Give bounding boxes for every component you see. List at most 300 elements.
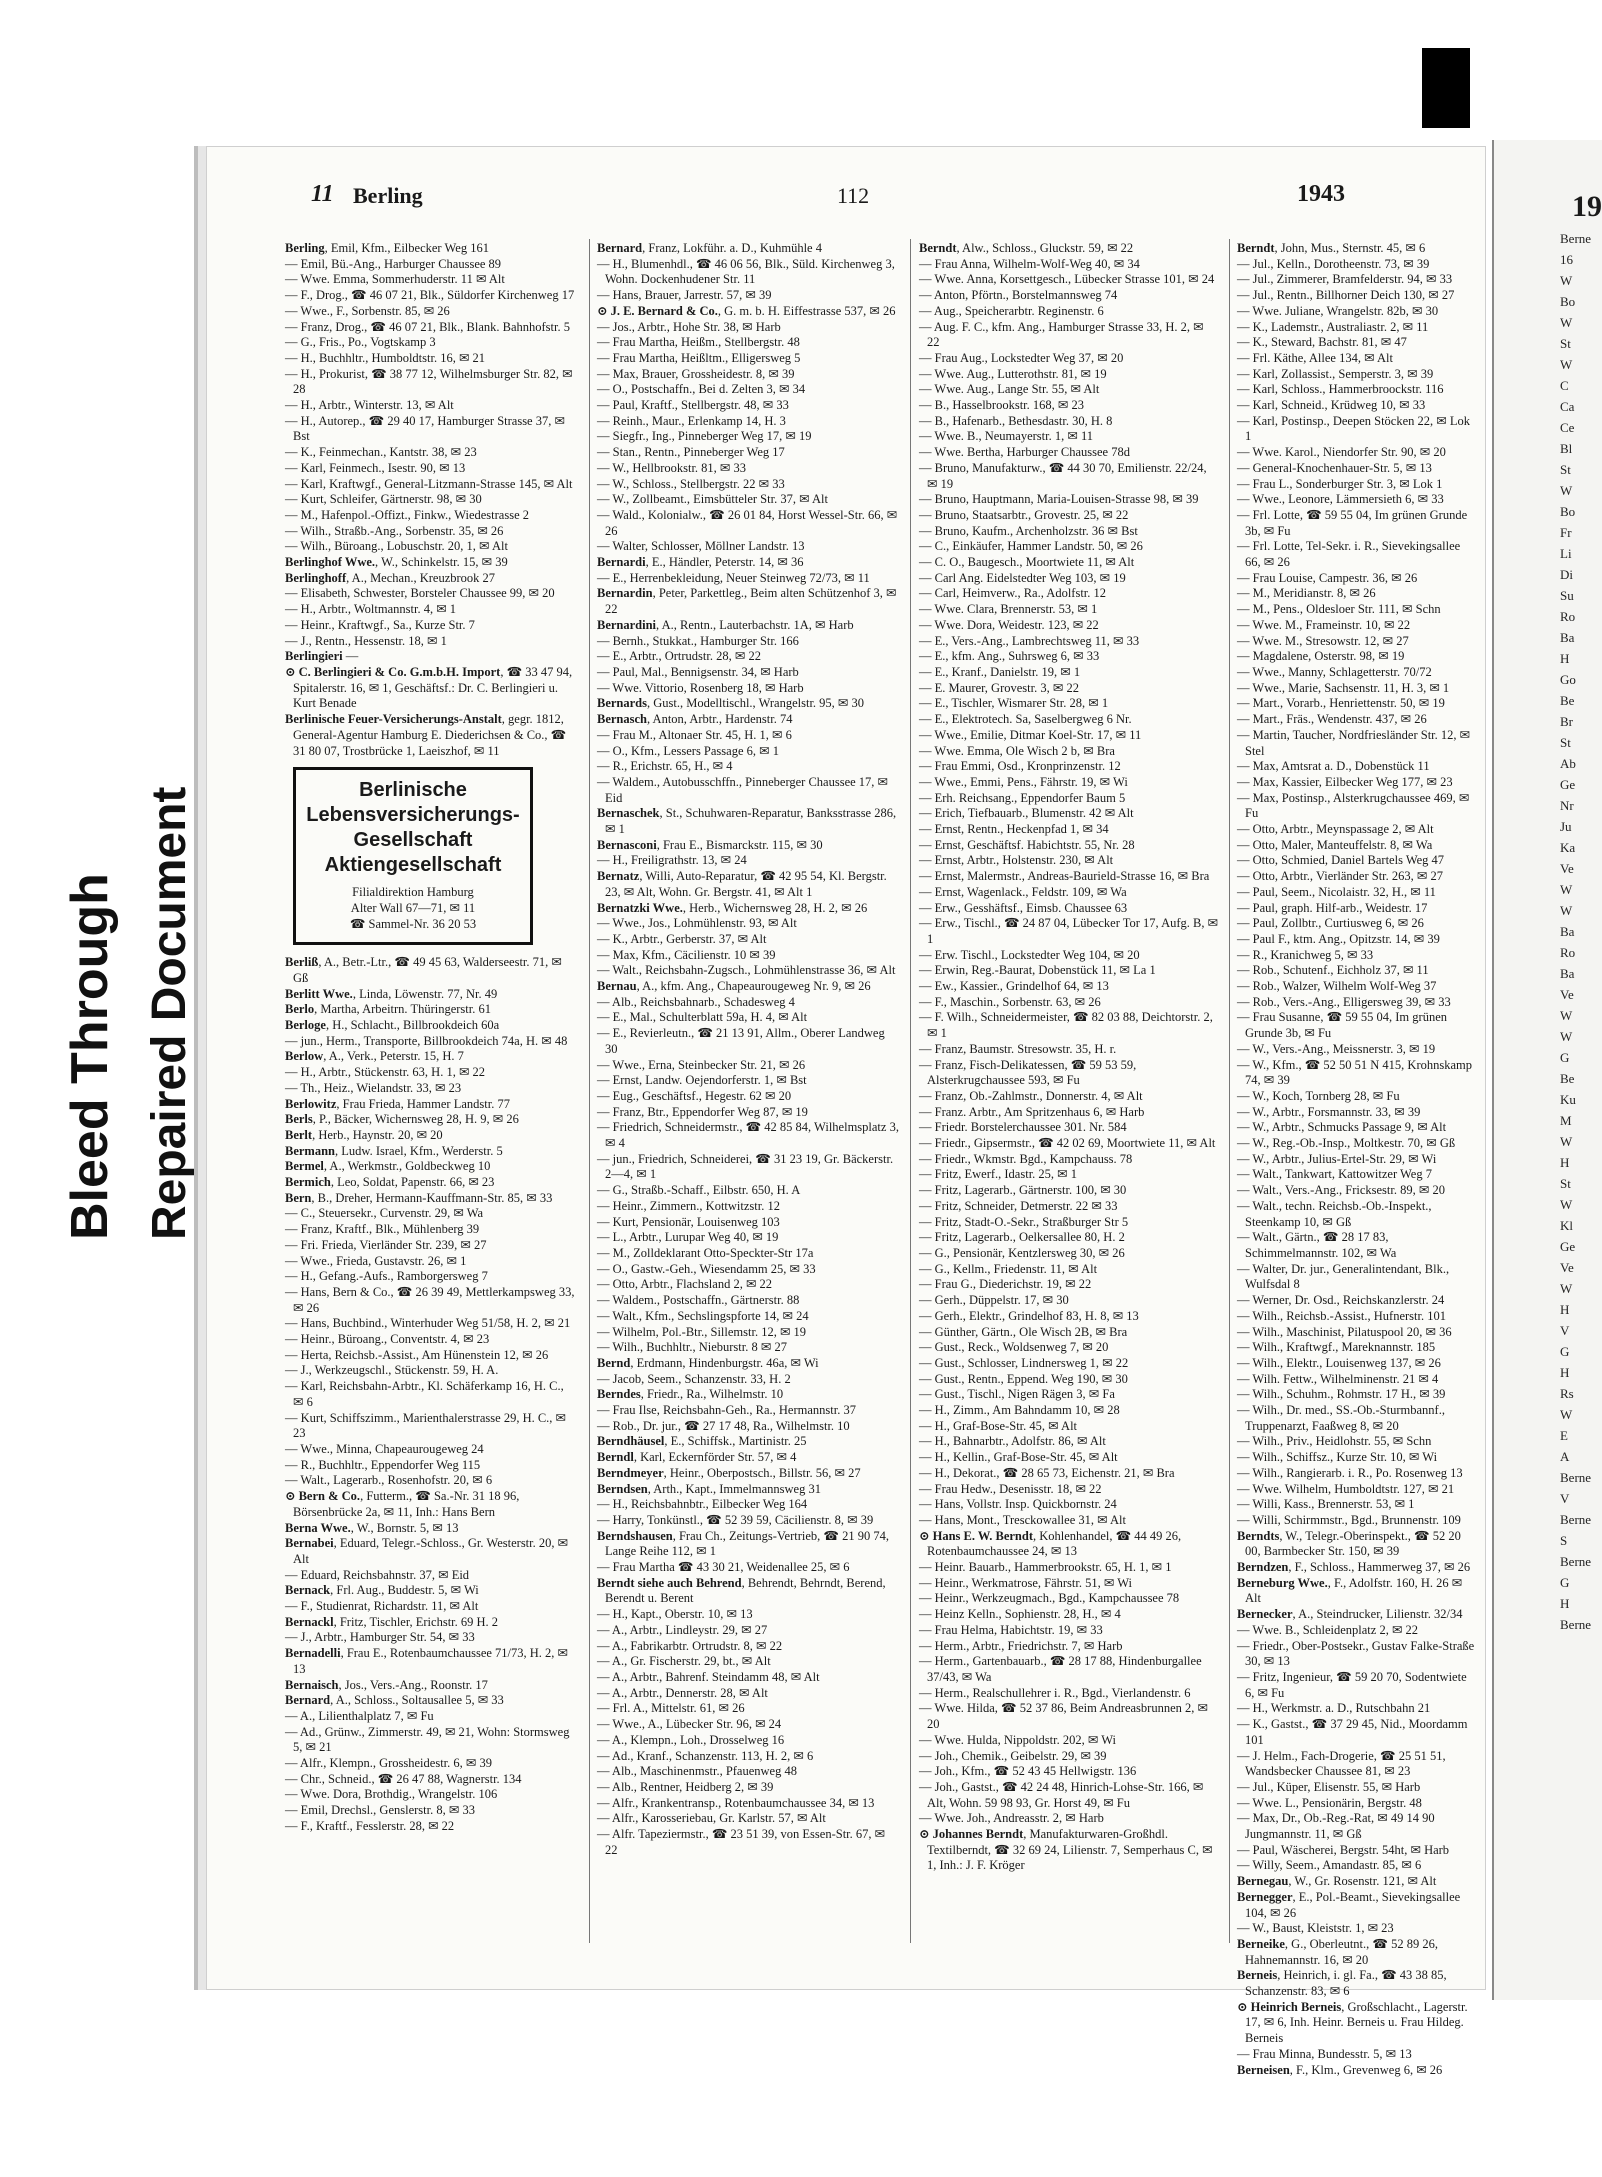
next-page-fragment: Ku bbox=[1560, 1092, 1576, 1107]
directory-entry: — Wwe., Manny, Schlagetterstr. 70/72 bbox=[1237, 664, 1432, 679]
directory-entry: — Frau L., Sonderburger Str. 3, ✉ Lok 1 bbox=[1237, 476, 1443, 491]
directory-entry: — Wwe., Minna, Chapeaurougeweg 24 bbox=[285, 1442, 484, 1456]
directory-entry: — Wwe. Dora, Brothdig., Wrangelstr. 106 bbox=[285, 1787, 498, 1802]
next-page-fragment: St bbox=[1560, 735, 1571, 750]
directory-entry: — E., Mal., Schulterblatt 59a, H. 4, ✉ Alt bbox=[597, 1010, 808, 1025]
directory-entry: Berling, Emil, Kfm., Eilbecker Weg 161 bbox=[285, 241, 489, 255]
directory-entry: — Karl, Schneid., Krüdweg 10, ✉ 33 bbox=[1237, 398, 1426, 413]
directory-entry: Bernard, A., Schloss., Soltausallee 5, ✉ 33 bbox=[285, 1693, 504, 1708]
next-page-fragment: W bbox=[1560, 357, 1573, 372]
directory-entry: Bern, B., Dreher, Hermann-Kauffmann-Str. 85, ✉ 33 bbox=[285, 1190, 553, 1205]
directory-entry: — Otto, Arbtr., Vierländer Str. 263, ✉ 27 bbox=[1237, 869, 1444, 884]
directory-entry: — Carl Ang. Eidelstedter Weg 103, ✉ 19 bbox=[919, 570, 1126, 585]
directory-entry: Bernegger, E., Pol.-Beamt., Sievekingsallee 104, ✉ 26 bbox=[1237, 1889, 1461, 1920]
directory-entry: — Wwe., Leonore, Lämmersieth 6, ✉ 33 bbox=[1237, 492, 1444, 507]
directory-entry: — K., Feinmechan., Kantstr. 38, ✉ 23 bbox=[285, 445, 477, 460]
directory-entry: — Walter, Dr. jur., Generalintendant, Blk., Wulfsdal 8 bbox=[1237, 1261, 1450, 1292]
side-labels bbox=[60, 280, 220, 1280]
directory-entry: — Wwe. Wilhelm, Humboldtstr. 127, ✉ 21 bbox=[1237, 1481, 1455, 1496]
directory-entry: — Wwe. Bertha, Harburger Chaussee 78d bbox=[919, 445, 1130, 460]
next-page-fragment: Be bbox=[1560, 1071, 1575, 1086]
directory-entry: — Wwe. Juliane, Wrangelstr. 82b, ✉ 30 bbox=[1237, 303, 1439, 318]
directory-entry: — Walt., Reichsbahn-Zugsch., Lohmühlenstrasse 36, ✉ Alt bbox=[597, 963, 896, 978]
next-page-fragment: Fr bbox=[1560, 525, 1572, 540]
directory-entry: — A., Fabrikarbtr. Ortrudstr. 8, ✉ 22 bbox=[597, 1638, 783, 1653]
directory-entry: — Wwe. Clara, Brennerstr. 53, ✉ 1 bbox=[919, 602, 1098, 617]
page-header bbox=[207, 171, 1485, 219]
directory-entry: — Heinr., Büroang., Conventstr. 4, ✉ 23 bbox=[285, 1332, 490, 1347]
directory-entry: Berndt siehe auch Behrend, Behrendt, Behrndt, Berend, Berendt u. Berent bbox=[597, 1575, 886, 1606]
directory-entry: Berlow, A., Verk., Peterstr. 15, H. 7 bbox=[285, 1049, 464, 1064]
directory-entry: — Wilh., Kraftwgf., Mareknannstr. 185 bbox=[1237, 1340, 1436, 1355]
next-page-fragment: Ju bbox=[1560, 819, 1572, 834]
directory-entry: — Heinr., Werkmatrose, Fährstr. 51, ✉ Wi bbox=[919, 1575, 1132, 1590]
directory-entry: — Wwe. B., Neumayerstr. 1, ✉ 11 bbox=[919, 429, 1093, 444]
directory-entry: Berlinische Feuer-Versicherungs-Anstalt, gegr. 1812, General-Agentur Hamburg E. Diederichsen & Co., ☎ 31 80 07, Trostbrücke 1, Laeiszhof, ✉ 11 bbox=[285, 712, 567, 758]
directory-entry: — H., Arbtr., Stückenstr. 63, H. 1, ✉ 22 bbox=[285, 1065, 486, 1080]
directory-entry: — Frau Ilse, Reichsbahn-Geh., Ra., Hermannstr. 37 bbox=[597, 1403, 856, 1418]
next-page-fragment: W bbox=[1560, 1281, 1573, 1296]
directory-entry: — Harry, Tonkünstl., ☎ 52 39 59, Cäcilienstr. 8, ✉ 39 bbox=[597, 1512, 874, 1527]
directory-entry: — Gust., Tischl., Nigen Rägen 3, ✉ Fa bbox=[919, 1387, 1115, 1402]
directory-entry: — Frl. Lotte, Tel-Sekr. i. R., Sievekingsallee 66, ✉ 26 bbox=[1237, 539, 1461, 570]
directory-entry: ⊙ Bern & Co., Futterm., ☎ Sa.-Nr. 31 18 96, Börsenbrücke 2a, ✉ 11, Inh.: Hans Bern bbox=[285, 1489, 520, 1519]
directory-entry: — Frl. A., Mittelstr. 61, ✉ 26 bbox=[597, 1701, 745, 1716]
directory-entry: — Ernst, Wagenlack., Feldstr. 109, ✉ Wa bbox=[919, 884, 1127, 899]
directory-entry: — H., Kellin., Graf-Bose-Str. 45, ✉ Alt bbox=[919, 1450, 1118, 1465]
next-page-fragment: H bbox=[1560, 1365, 1570, 1380]
directory-entry: — W., Baust, Kleiststr. 1, ✉ 23 bbox=[1237, 1921, 1394, 1936]
directory-entry: — R., Buchhltr., Eppendorfer Weg 115 bbox=[285, 1457, 481, 1472]
directory-entry: — Wwe. Vittorio, Rosenberg 18, ✉ Harb bbox=[597, 680, 804, 695]
next-page-fragment: Bo bbox=[1560, 294, 1576, 309]
directory-entry: Bernd, Erdmann, Hindenburgstr. 46a, ✉ Wi bbox=[597, 1355, 819, 1370]
directory-page bbox=[206, 146, 1486, 2077]
directory-entry: — Wilh., Büroang., Lobuschstr. 20, 1, ✉ Alt bbox=[285, 539, 508, 554]
directory-entry: — E., Herrenbekleidung, Neuer Steinweg 72/73, ✉ 11 bbox=[597, 570, 870, 585]
directory-entry: — Heinr., Kraftwgf., Sa., Kurze Str. 7 bbox=[285, 617, 475, 632]
directory-entry: — Jul., Rentn., Billhorner Deich 130, ✉ 27 bbox=[1237, 288, 1455, 303]
directory-entry: — Kurt, Schleifer, Gärtnerstr. 98, ✉ 30 bbox=[285, 492, 482, 507]
directory-entry: Berlowitz, Frau Frieda, Hammer Landstr. 77 bbox=[285, 1096, 510, 1111]
directory-entry: — Frl. Käthe, Allee 134, ✉ Alt bbox=[1237, 350, 1393, 365]
directory-entry: — Frau Louise, Campestr. 36, ✉ 26 bbox=[1237, 570, 1418, 585]
directory-entry: Berlinghoff, A., Mechan., Kreuzbrook 27 bbox=[285, 570, 496, 585]
directory-entry: — Wwe., Frieda, Gustavstr. 26, ✉ 1 bbox=[285, 1253, 467, 1268]
directory-entry: — Otto, Schmied, Daniel Bartels Weg 47 bbox=[1237, 853, 1445, 868]
next-page-fragment: W bbox=[1560, 882, 1573, 897]
directory-entry: — Gust., Rentn., Eppend. Weg 190, ✉ 30 bbox=[919, 1371, 1128, 1386]
directory-entry: — Wwe. Hilda, ☎ 52 37 86, Beim Andreasbrunnen 2, ✉ 20 bbox=[919, 1701, 1208, 1732]
directory-entry: — Wwe., Jos., Lohmühlenstr. 93, ✉ Alt bbox=[597, 916, 797, 931]
directory-entry: — Wwe. Anna, Korsettgesch., Lübecker Strasse 101, ✉ 24 bbox=[919, 272, 1215, 287]
directory-entry: — Joh., Gastst., ☎ 42 24 48, Hinrich-Lohse-Str. 166, ✉ Alt, Wohn. 59 98 93, Gr. Horst 49, ✉ Fu bbox=[919, 1779, 1204, 1810]
directory-entry: — Hans, Mont., Tresckowallee 31, ✉ Alt bbox=[919, 1512, 1126, 1527]
directory-entry: — C. O., Baugesch., Moortwiete 11, ✉ Alt bbox=[919, 555, 1135, 570]
directory-entry: — Otto, Arbtr., Meynspassage 2, ✉ Alt bbox=[1237, 822, 1434, 837]
ad-title-line: Gesellschaft bbox=[353, 829, 473, 852]
directory-entry: — Wald., Kolonialw., ☎ 26 01 84, Horst Wessel-Str. 66, ✉ 26 bbox=[597, 507, 898, 538]
directory-entry: — Gust., Reck., Woldsenweg 7, ✉ 20 bbox=[919, 1340, 1109, 1355]
column-3 bbox=[919, 241, 1219, 1939]
column-rule bbox=[910, 239, 911, 1943]
directory-entry: — Friedr., Gipsermstr., ☎ 42 02 69, Moortwiete 11, ✉ Alt bbox=[919, 1136, 1216, 1151]
directory-entry: — Karl, Reichsbahn-Arbtr., Kl. Schäferkamp 16, H. C., ✉ 6 bbox=[285, 1379, 564, 1409]
directory-entry: — Wwe. Emma, Sommerhuderstr. 11 ✉ Alt bbox=[285, 272, 505, 287]
directory-entry: — Frau Anna, Wilhelm-Wolf-Weg 40, ✉ 34 bbox=[919, 256, 1140, 271]
directory-entry: — Günther, Gärtn., Ole Wisch 2B, ✉ Bra bbox=[919, 1324, 1128, 1339]
directory-entry: — Max, Amtsrat a. D., Dobenstück 11 bbox=[1237, 759, 1430, 774]
directory-entry: — O., Postschaffn., Bei d. Zelten 3, ✉ 34 bbox=[597, 382, 806, 397]
directory-entry: — Rob., Dr. jur., ☎ 27 17 48, Ra., Wilhelmstr. 10 bbox=[597, 1418, 850, 1433]
directory-entry: — Emil, Drechsl., Genslerstr. 8, ✉ 33 bbox=[285, 1803, 475, 1818]
directory-entry: Berlo, Martha, Arbeitrn. Thüringerstr. 61 bbox=[285, 1002, 491, 1017]
directory-entry: — Bruno, Hauptmann, Maria-Louisen-Strasse 98, ✉ 39 bbox=[919, 492, 1199, 507]
next-page-fragment: Berne bbox=[1560, 1512, 1592, 1527]
directory-entry: — H., Prokurist, ☎ 38 77 12, Wilhelmsburger Str. 82, ✉ 28 bbox=[285, 366, 573, 397]
directory-entry: — Paul, Zollbtr., Curtiusweg 6, ✉ 26 bbox=[1237, 916, 1424, 931]
directory-entry: — Walter, Schlosser, Möllner Landstr. 13 bbox=[597, 539, 805, 554]
next-page-fragment: W bbox=[1560, 903, 1573, 918]
directory-entry: — Rob., Schutenf., Eichholz 37, ✉ 11 bbox=[1237, 963, 1429, 978]
directory-entry: Bernard, Franz, Lokführ. a. D., Kuhmühle 4 bbox=[597, 241, 822, 255]
next-page-fragment: Berne bbox=[1560, 231, 1592, 246]
directory-entry: — Karl, Zollassist., Semperstr. 3, ✉ 39 bbox=[1237, 366, 1434, 381]
directory-entry: — Friedrich, Schneidermstr., ☎ 42 85 84, Wilhelmsplatz 3, ✉ 4 bbox=[597, 1120, 899, 1151]
next-page-fragment: G bbox=[1560, 1344, 1570, 1359]
directory-entry: — General-Knochenhauer-Str. 5, ✉ 13 bbox=[1237, 460, 1432, 475]
directory-entry: — Aug., Speicherarbtr. Reginenstr. 6 bbox=[919, 303, 1104, 318]
directory-entry: — Hans, Brauer, Jarrestr. 57, ✉ 39 bbox=[597, 288, 772, 303]
directory-entry: — H., Gefang.-Aufs., Ramborgersweg 7 bbox=[285, 1269, 488, 1284]
column-2 bbox=[597, 241, 899, 1939]
directory-entry: Berna Wwe., W., Bornstr. 5, ✉ 13 bbox=[285, 1520, 459, 1535]
next-page-fragment: St bbox=[1560, 462, 1571, 477]
directory-entry: — Heinr. Bauarb., Hammerbrookstr. 65, H. 1, ✉ 1 bbox=[919, 1560, 1172, 1575]
directory-entry: — Fritz, Ewerf., Idastr. 25, ✉ 1 bbox=[919, 1167, 1078, 1182]
directory-entry: Bernardin, Peter, Parkettleg., Beim alten Schützenhof 3, ✉ 22 bbox=[597, 586, 897, 617]
directory-entry: Berndt, Alw., Schloss., Gluckstr. 59, ✉ 22 bbox=[919, 241, 1134, 255]
directory-entry: — Wilh. Fettw., Wilhelminenstr. 21 ✉ 4 bbox=[1237, 1371, 1439, 1386]
directory-entry: — W., Koch, Tornberg 28, ✉ Fu bbox=[1237, 1088, 1400, 1103]
next-page-fragment: G bbox=[1560, 1050, 1570, 1065]
next-page-fragment: Kl bbox=[1560, 1218, 1573, 1233]
next-page-fragment: V bbox=[1560, 1323, 1570, 1338]
directory-entry: — Max, Kassier, Eilbecker Weg 177, ✉ 23 bbox=[1237, 774, 1453, 789]
directory-entry: Bernasch, Anton, Arbtr., Hardenstr. 74 bbox=[597, 712, 793, 727]
directory-entry: — W., Arbtr., Forsmannstr. 33, ✉ 39 bbox=[1237, 1104, 1421, 1119]
directory-entry: — E., Elektrotech. Sa, Saselbergweg 6 Nr. bbox=[919, 712, 1132, 727]
directory-entry: — Joh., Kfm., ☎ 52 43 45 Hellwigstr. 136 bbox=[919, 1764, 1137, 1779]
next-page-fragment: Rs bbox=[1560, 1386, 1574, 1401]
directory-entry: Berneisen, F., Klm., Grevenweg 6, ✉ 26 bbox=[1237, 2062, 1443, 2077]
ad-subline: Alter Wall 67—71, ✉ 11 bbox=[350, 901, 476, 916]
directory-entry: — J., Werkzeugschl., Stückenstr. 59, H. A. bbox=[285, 1363, 499, 1378]
directory-entry: — K., Steward, Bachstr. 81, ✉ 47 bbox=[1237, 335, 1407, 350]
directory-entry: — F., Drog., ☎ 46 07 21, Blk., Süldorfer Kirchenweg 17 bbox=[285, 288, 575, 303]
directory-entry: — Jul., Küper, Elisenstr. 55, ✉ Harb bbox=[1237, 1779, 1421, 1794]
directory-entry: — Karl, Kraftwgf., General-Litzmann-Strasse 145, ✉ Alt bbox=[285, 476, 573, 491]
directory-entry: Berlitt Wwe., Linda, Löwenstr. 77, Nr. 49 bbox=[285, 986, 498, 1001]
directory-entry: — Kurt, Schiffszimm., Marienthalerstrasse 29, H. C., ✉ 23 bbox=[285, 1410, 567, 1441]
directory-entry: — Heinz Kelln., Sophienstr. 28, H., ✉ 4 bbox=[919, 1607, 1121, 1622]
directory-entry: — Fri. Frieda, Vierländer Str. 239, ✉ 27 bbox=[285, 1237, 487, 1252]
directory-entry: — Martin, Taucher, Nordfriesländer Str. 12, ✉ Stel bbox=[1237, 727, 1471, 758]
directory-entry: Berneike, G., Oberleutnt., ☎ 52 89 26, Hahnemannstr. 16, ✉ 20 bbox=[1237, 1936, 1438, 1967]
directory-entry: — Wwe. Karol., Niendorfer Str. 90, ✉ 20 bbox=[1237, 445, 1446, 460]
next-page-fragment: W bbox=[1560, 273, 1573, 288]
directory-entry: — Gerh., Elektr., Grindelhof 83, H. 8, ✉ 13 bbox=[919, 1308, 1139, 1323]
directory-entry: — Mart., Vorarb., Henriettenstr. 50, ✉ 19 bbox=[1237, 696, 1445, 711]
directory-entry: — Jacob, Seem., Schanzenstr. 33, H. 2 bbox=[597, 1371, 791, 1386]
directory-entry: — Erw., Tischl., ☎ 24 87 04, Lübecker Tor 17, Aufg. B, ✉ 1 bbox=[919, 916, 1219, 946]
directory-entry: ⊙ C. Berlingieri & Co. G.m.b.H. Import, ☎ 33 47 94, Spitalerstr. 16, ✉ 1, Geschäftsf.: Dr. C. Berlingieri u. Kurt Benade bbox=[285, 664, 573, 711]
directory-entry: — Elisabeth, Schwester, Borsteler Chaussee 99, ✉ 20 bbox=[285, 586, 555, 601]
directory-entry: — M., Pens., Oldesloer Str. 111, ✉ Schn bbox=[1237, 602, 1441, 617]
directory-entry: — H., Kapt., Oberstr. 10, ✉ 13 bbox=[597, 1607, 753, 1622]
directory-entry: — Carl, Heimverw., Ra., Adolfstr. 12 bbox=[919, 586, 1107, 601]
directory-entry: — Wilh., Priv., Heidlohstr. 55, ✉ Schn bbox=[1237, 1434, 1432, 1449]
next-page-edge bbox=[1492, 140, 1602, 2000]
directory-entry: — Frau Susanne, ☎ 59 55 04, Im grünen Grunde 3b, ✉ Fu bbox=[1237, 1010, 1447, 1041]
next-page-fragment: A bbox=[1560, 1449, 1570, 1464]
directory-entry: — Max, Brauer, Grossheidestr. 8, ✉ 39 bbox=[597, 366, 795, 381]
directory-entry: — Eug., Geschäftsf., Hegestr. 62 ✉ 20 bbox=[597, 1088, 792, 1103]
directory-entry: — Ew., Kassier., Grindelhof 64, ✉ 13 bbox=[919, 979, 1109, 994]
directory-entry: — Wwe. Hulda, Nippoldstr. 202, ✉ Wi bbox=[919, 1732, 1116, 1747]
next-page-fragment: Ba bbox=[1560, 966, 1575, 981]
directory-entry: Berndsen, Arth., Kapt., Immelmannsweg 31 bbox=[597, 1481, 821, 1496]
directory-entry: — Rob., Vers.-Ang., Elligersweg 39, ✉ 33 bbox=[1237, 994, 1451, 1009]
directory-entry: — H., Werkmstr. a. D., Rutschbahn 21 bbox=[1237, 1701, 1431, 1716]
directory-entry: — jun., Herm., Transporte, Billbrookdeich 74a, H. ✉ 48 bbox=[285, 1033, 568, 1048]
next-page-fragment: Di bbox=[1560, 567, 1573, 582]
directory-entry: — Alfr. Tapeziermstr., ☎ 23 51 39, von Essen-Str. 67, ✉ 22 bbox=[597, 1827, 886, 1857]
directory-entry: — Joh., Chemik., Geibelstr. 29, ✉ 39 bbox=[919, 1748, 1107, 1763]
column-rule bbox=[1229, 239, 1230, 1943]
directory-entry: — Ernst, Malermstr., Andreas-Baurield-Strasse 16, ✉ Bra bbox=[919, 869, 1210, 884]
directory-entry: — Wwe., Erna, Steinbecker Str. 21, ✉ 26 bbox=[597, 1057, 806, 1072]
directory-entry: Bermel, A., Werkmstr., Goldbeckweg 10 bbox=[285, 1159, 491, 1174]
directory-entry: — B., Hafenarb., Bethesdastr. 30, H. 8 bbox=[919, 413, 1113, 428]
directory-entry: — Wwe., Emmi, Pens., Fährstr. 19, ✉ Wi bbox=[919, 774, 1128, 789]
directory-entry: ⊙ Hans E. W. Berndt, Kohlenhandel, ☎ 44 49 26, Rotenbaumchaussee 24, ✉ 13 bbox=[919, 1528, 1182, 1559]
directory-entry: ⊙ J. E. Bernard & Co., G. m. b. H. Eiffestrasse 537, ✉ 26 bbox=[597, 303, 896, 318]
directory-entry: — Willi, Kass., Brennerstr. 53, ✉ 1 bbox=[1237, 1497, 1415, 1512]
directory-entry: — Gerh., Düppelstr. 17, ✉ 30 bbox=[919, 1293, 1069, 1308]
directory-entry: — G., Straßb.-Schaff., Eilbstr. 650, H. A bbox=[597, 1183, 801, 1198]
directory-entry: — H., Arbtr., Woltmannstr. 4, ✉ 1 bbox=[285, 602, 457, 617]
directory-entry: — Max, Dr., Ob.-Reg.-Rat, ✉ 49 14 90 Jungmannstr. 11, ✉ Gß bbox=[1237, 1811, 1435, 1842]
directory-entry: — Waldem., Postschaffn., Gärtnerstr. 88 bbox=[597, 1293, 800, 1308]
directory-entry: — Hans, Buchbind., Winterhuder Weg 51/58, H. 2, ✉ 21 bbox=[285, 1316, 571, 1331]
directory-entry: — W., Arbtr., Schmucks Passage 9, ✉ Alt bbox=[1237, 1120, 1447, 1135]
directory-entry: — Frau Martha, Heißltm., Elligersweg 5 bbox=[597, 350, 801, 365]
directory-entry: — F., Maschin., Sorbenstr. 63, ✉ 26 bbox=[919, 994, 1101, 1009]
directory-entry: — Wilh., Dr. med., SS.-Ob.-Sturmbannf., Truppenarzt, Faaßweg 8, ✉ 20 bbox=[1237, 1403, 1445, 1433]
directory-entry: — H., Buchhltr., Humboldtstr. 16, ✉ 21 bbox=[285, 350, 486, 365]
directory-entry: Berndts, W., Telegr.-Oberinspekt., ☎ 52 20 00, Barmbecker Str. 150, ✉ 39 bbox=[1237, 1528, 1461, 1559]
directory-entry: Bernack, Frl. Aug., Buddestr. 5, ✉ Wi bbox=[285, 1583, 479, 1598]
directory-entry: — Wilh., Buchhltr., Nieburstr. 8 ✉ 27 bbox=[597, 1340, 787, 1355]
next-page-fragment: Be bbox=[1560, 693, 1575, 708]
next-page-fragment: V bbox=[1560, 1491, 1570, 1506]
directory-entry: — Alfr., Klempn., Grossheidestr. 6, ✉ 39 bbox=[285, 1756, 492, 1771]
directory-entry: — Wwe. Joh., Andreasstr. 2, ✉ Harb bbox=[919, 1811, 1104, 1826]
directory-entry: — E., Vers.-Ang., Lambrechtsweg 11, ✉ 33 bbox=[919, 633, 1140, 648]
directory-entry: — Walt., Gärtn., ☎ 28 17 83, Schimmelmannstr. 102, ✉ Wa bbox=[1237, 1230, 1397, 1260]
directory-entry: — J., Arbtr., Hamburger Str. 54, ✉ 33 bbox=[285, 1630, 475, 1645]
directory-entry: — Walt., techn. Reichsb.-Ob.-Inspekt., Steenkamp 10, ✉ Gß bbox=[1237, 1198, 1432, 1229]
directory-entry: — Reinh., Maur., Erlenkamp 14, H. 3 bbox=[597, 413, 786, 428]
directory-entry: — A., Arbtr., Bahrenf. Steindamm 48, ✉ Alt bbox=[597, 1669, 820, 1684]
directory-entry: — Th., Heiz., Wielandstr. 33, ✉ 23 bbox=[285, 1080, 462, 1095]
directory-entry: — Jul., Zimmerer, Bramfelderstr. 94, ✉ 33 bbox=[1237, 272, 1453, 287]
directory-entry: — Wwe. Dora, Weidestr. 123, ✉ 22 bbox=[919, 617, 1099, 632]
directory-entry: — Franz, Fisch-Delikatessen, ☎ 59 53 59, Alsterkrugchaussee 593, ✉ Fu bbox=[919, 1057, 1137, 1088]
directory-entry: — Walt., Vers.-Ang., Fricksestr. 89, ✉ 20 bbox=[1237, 1183, 1445, 1198]
next-page-fragment: Li bbox=[1560, 546, 1572, 561]
directory-entry: — Friedr., Wkmstr. Bgd., Kampchauss. 78 bbox=[919, 1151, 1133, 1166]
directory-entry: Bernatzki Wwe., Herb., Wichernsweg 28, H. 2, ✉ 26 bbox=[597, 900, 868, 915]
next-page-fragment: W bbox=[1560, 315, 1573, 330]
directory-entry: Berneis, Heinrich, i. gl. Fa., ☎ 43 38 85, Schanzenstr. 83, ✉ 6 bbox=[1237, 1968, 1447, 1999]
directory-entry: — C., Steuersekr., Curvenstr. 29, ✉ Wa bbox=[285, 1206, 484, 1221]
directory-entry: — Frau M., Altonaer Str. 45, H. 1, ✉ 6 bbox=[597, 727, 792, 742]
directory-entry: — Wilh., Reichsb.-Assist., Hufnerstr. 101 bbox=[1237, 1308, 1446, 1323]
directory-entry: — E., Revierleutn., ☎ 21 13 91, Allm., Oberer Landweg 30 bbox=[597, 1026, 885, 1056]
directory-entry: — H., Freiligrathstr. 13, ✉ 24 bbox=[597, 853, 747, 868]
directory-entry: — Franz, Baumstr. Stresowstr. 35, H. r. bbox=[919, 1041, 1117, 1056]
directory-entry: — E., kfm. Ang., Suhrsweg 6, ✉ 33 bbox=[919, 649, 1100, 664]
next-page-fragment: Ro bbox=[1560, 945, 1576, 960]
directory-entry: Bernackl, Fritz, Tischler, Erichstr. 69 H. 2 bbox=[285, 1614, 499, 1629]
next-page-fragment: W bbox=[1560, 483, 1573, 498]
directory-entry: Berndmeyer, Heinr., Oberpostsch., Billstr. 56, ✉ 27 bbox=[597, 1465, 861, 1480]
directory-entry: — Wwe., Emilie, Ditmar Koel-Str. 17, ✉ 11 bbox=[919, 727, 1142, 742]
directory-entry: — Chr., Schneid., ☎ 26 47 88, Wagnerstr. 134 bbox=[285, 1771, 522, 1786]
next-page-fragment: Ge bbox=[1560, 1239, 1576, 1254]
directory-entry: — Wilh., Elektr., Louisenweg 137, ✉ 26 bbox=[1237, 1355, 1441, 1370]
directory-entry: — Walt., Tankwart, Kattowitzer Weg 7 bbox=[1237, 1167, 1432, 1182]
next-page-fragment: Ro bbox=[1560, 609, 1576, 624]
directory-entry: — Karl, Feinmech., Isestr. 90, ✉ 13 bbox=[285, 460, 466, 475]
directory-entry: — Magdalene, Osterstr. 98, ✉ 19 bbox=[1237, 649, 1405, 664]
next-page-fragment: H bbox=[1560, 1302, 1570, 1317]
directory-entry: — Ad., Kranf., Schanzenstr. 113, H. 2, ✉ 6 bbox=[597, 1748, 814, 1763]
directory-entry: — W., Hellbrookstr. 81, ✉ 33 bbox=[597, 460, 747, 475]
directory-entry: — A., Arbtr., Dennerstr. 28, ✉ Alt bbox=[597, 1685, 768, 1700]
directory-entry: — Karl, Postinsp., Deepen Stöcken 22, ✉ Lok 1 bbox=[1237, 413, 1471, 444]
next-page-fragment: Berne bbox=[1560, 1617, 1592, 1632]
next-page-fragment: Ve bbox=[1560, 987, 1574, 1002]
directory-entry: — H., Zimm., Am Bahndamm 10, ✉ 28 bbox=[919, 1403, 1120, 1418]
directory-entry: — Max, Postinsp., Alsterkrugchaussee 469, ✉ Fu bbox=[1237, 790, 1470, 821]
directory-entry: Berls, P., Bäcker, Wichernsweg 28, H. 9, ✉ 26 bbox=[285, 1112, 519, 1127]
directory-entry: Berlt, Herb., Haynstr. 20, ✉ 20 bbox=[285, 1127, 443, 1142]
directory-entry: — G., Fris., Po., Vogtskamp 3 bbox=[285, 335, 436, 350]
directory-entry: — H., Bahnarbtr., Adolfstr. 86, ✉ Alt bbox=[919, 1434, 1106, 1449]
directory-entry: Bernatz, Willi, Auto-Reparatur, ☎ 42 95 54, Kl. Bergstr. 23, ✉ Alt, Wohn. Gr. Bergstr. 41, ✉ Alt 1 bbox=[597, 869, 887, 899]
directory-entry: — R., Kranichweg 5, ✉ 33 bbox=[1237, 947, 1374, 962]
ad-subline: Filialdirektion Hamburg bbox=[352, 885, 474, 900]
directory-entry: Berndzen, F., Schloss., Hammerweg 37, ✉ 26 bbox=[1237, 1560, 1471, 1575]
directory-entry: — Ernst, Landw. Oejendorferstr. 1, ✉ Bst bbox=[597, 1073, 807, 1088]
directory-entry: — Aug. F. C., kfm. Ang., Hamburger Strasse 33, H. 2, ✉ 22 bbox=[919, 319, 1204, 350]
directory-entry: — A., Klempn., Loh., Drosselweg 16 bbox=[597, 1732, 785, 1747]
directory-entry: — A., Lilienthalplatz 7, ✉ Fu bbox=[285, 1708, 434, 1723]
directory-entry: — Paul, Kraftf., Stellbergstr. 48, ✉ 33 bbox=[597, 398, 789, 413]
directory-entry: — Fritz, Schneider, Detmerstr. 22 ✉ 33 bbox=[919, 1198, 1118, 1213]
ad-title-line: Berlinische bbox=[359, 779, 467, 802]
directory-entry: — W., Arbtr., Julius-Ertel-Str. 29, ✉ Wi bbox=[1237, 1151, 1437, 1166]
directory-entry: — Wwe. M., Stresowstr. 12, ✉ 27 bbox=[1237, 633, 1409, 648]
directory-entry: — R., Erichstr. 65, H., ✉ 4 bbox=[597, 759, 733, 774]
directory-entry: — Wilh., Straßb.-Ang., Sorbenstr. 35, ✉ 26 bbox=[285, 523, 504, 538]
directory-entry: — Erw., Gesshäftsf., Eimsb. Chaussee 63 bbox=[919, 900, 1128, 915]
directory-entry: Berloge, H., Schlacht., Billbrookdeich 60a bbox=[285, 1018, 500, 1033]
next-page-fragment: Ba bbox=[1560, 924, 1575, 939]
directory-entry: — Erh. Reichsang., Eppendorfer Baum 5 bbox=[919, 790, 1126, 805]
directory-entry: — Fritz, Lagerarb., Oelkersallee 80, H. 2 bbox=[919, 1230, 1125, 1245]
directory-entry: Bermann, Ludw. Israel, Kfm., Werderstr. 5 bbox=[285, 1143, 503, 1158]
next-page-fragment: Ca bbox=[1560, 399, 1575, 414]
insurance-advertisement bbox=[293, 767, 533, 945]
next-page-fragment: Berne bbox=[1560, 1470, 1592, 1485]
directory-entry: — Siegfr., Ing., Pinneberger Weg 17, ✉ 19 bbox=[597, 429, 812, 444]
ad-title-line: Aktiengesellschaft bbox=[324, 854, 502, 877]
next-page-fragment: G bbox=[1560, 1575, 1570, 1590]
directory-entry: — Fritz, Lagerarb., Gärtnerstr. 100, ✉ 30 bbox=[919, 1183, 1127, 1198]
directory-entry: Bernasconi, Frau E., Bismarckstr. 115, ✉ 30 bbox=[597, 837, 823, 852]
next-page-fragment: St bbox=[1560, 336, 1571, 351]
directory-entry: — Frau G., Diederichstr. 19, ✉ 22 bbox=[919, 1277, 1092, 1292]
next-page-fragments bbox=[1494, 228, 1602, 1635]
directory-entry: — Max, Kfm., Cäcilienstr. 10 ✉ 39 bbox=[597, 947, 776, 962]
directory-entry: Bernardi, E., Händler, Peterstr. 14, ✉ 36 bbox=[597, 555, 804, 570]
next-page-fragment: H bbox=[1560, 1596, 1570, 1611]
directory-entry: — Frau Helma, Habichtstr. 19, ✉ 33 bbox=[919, 1622, 1103, 1637]
directory-entry: — Jos., Arbtr., Hohe Str. 38, ✉ Harb bbox=[597, 319, 781, 334]
directory-entry: Berndhäusel, E., Schiffsk., Martinistr. 25 bbox=[597, 1434, 807, 1449]
next-page-fragment: H bbox=[1560, 1155, 1570, 1170]
directory-entry: — W., Schloss., Stellbergstr. 22 ✉ 33 bbox=[597, 476, 785, 491]
next-page-fragment: Ba bbox=[1560, 630, 1575, 645]
directory-entry: Bermich, Leo, Soldat, Papenstr. 66, ✉ 23 bbox=[285, 1175, 495, 1190]
directory-entry: — Alfr., Krankentransp., Rotenbaumchaussee 34, ✉ 13 bbox=[597, 1795, 875, 1810]
next-page-fragment: Ka bbox=[1560, 840, 1576, 855]
directory-entry: Bernabei, Eduard, Telegr.-Schloss., Gr. Westerstr. 20, ✉ Alt bbox=[285, 1536, 569, 1566]
ad-title-line: Lebensversicherungs- bbox=[306, 804, 520, 827]
next-page-fragment: W bbox=[1560, 1197, 1573, 1212]
directory-entry: — Heinr., Zimmern., Kottwitzstr. 12 bbox=[597, 1198, 780, 1213]
directory-entry: ⊙ Heinrich Berneis, Großschlacht., Lagerstr. 17, ✉ 6, Inh. Heinr. Berneis u. Frau Hildeg. Berneis bbox=[1237, 1999, 1468, 2046]
directory-entry: — Frau Minna, Bundesstr. 5, ✉ 13 bbox=[1237, 2046, 1412, 2061]
directory-entry: — Jul., Kelln., Dorotheenstr. 73, ✉ 39 bbox=[1237, 256, 1430, 271]
next-page-fragment: Bo bbox=[1560, 504, 1576, 519]
directory-entry: — E. Maurer, Grovestr. 3, ✉ 22 bbox=[919, 680, 1079, 695]
directory-entry: Bernadelli, Frau E., Rotenbaumchaussee 71/73, H. 2, ✉ 13 bbox=[285, 1646, 569, 1676]
directory-entry: — F., Studienrat, Richardstr. 11, ✉ Alt bbox=[285, 1599, 479, 1614]
directory-entry: — Wilh., Maschinist, Pilatuspool 20, ✉ 36 bbox=[1237, 1324, 1452, 1339]
next-page-fragment: W bbox=[1560, 1029, 1573, 1044]
directory-entry: — Otto, Maler, Manteuffelstr. 8, ✉ Wa bbox=[1237, 837, 1433, 852]
next-page-fragment: Ve bbox=[1560, 1260, 1574, 1275]
directory-entry: — Wilh., Schuhm., Rohmstr. 17 H., ✉ 39 bbox=[1237, 1387, 1446, 1402]
directory-entry: — Eduard, Reichsbahnstr. 37, ✉ Eid bbox=[285, 1567, 470, 1582]
directory-entry: — jun., Friedrich, Schneiderei, ☎ 31 23 19, Gr. Bäckerstr. 2—4, ✉ 1 bbox=[597, 1151, 894, 1182]
directory-entry: — Fritz, Ingenieur, ☎ 59 20 70, Sodentwiete 6, ✉ Fu bbox=[1237, 1669, 1467, 1700]
